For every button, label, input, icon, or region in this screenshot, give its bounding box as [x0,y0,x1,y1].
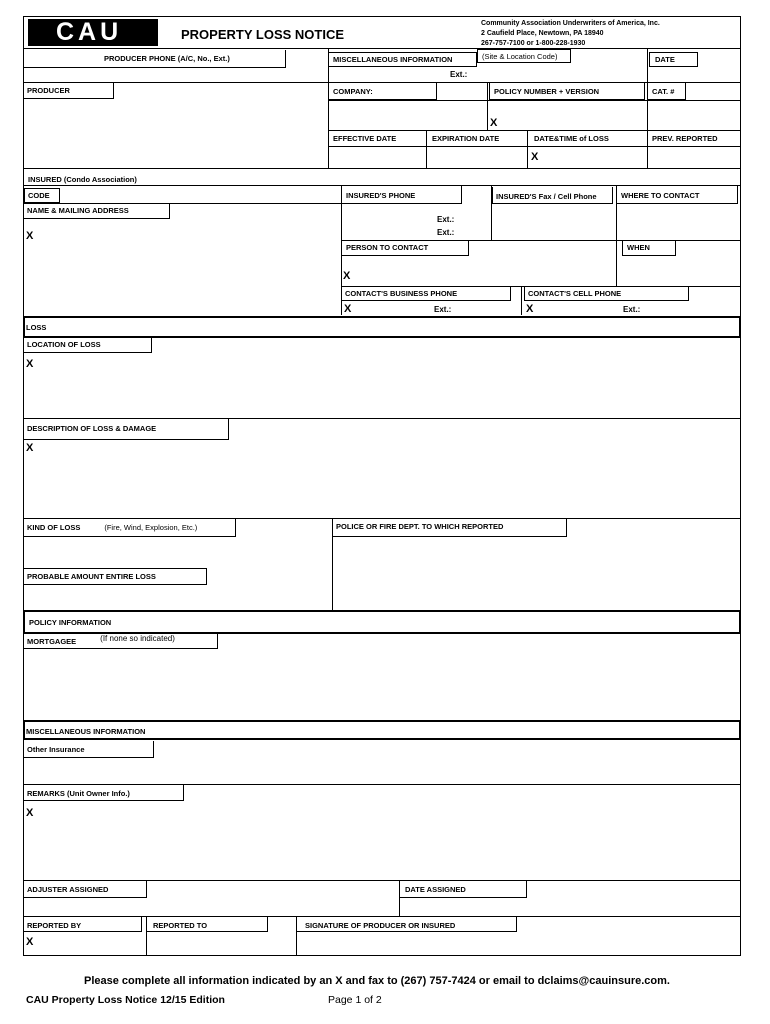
name-address-label: NAME & MAILING ADDRESS [24,204,170,219]
insured-code-label: CODE [24,188,60,203]
insured-section-label: INSURED (Condo Association) [28,175,137,184]
mortgagee-label: MORTGAGEE (If none so indicated) [24,634,218,649]
probable-amount-label: PROBABLE AMOUNT ENTIRE LOSS [24,568,207,585]
policy-x-mark: X [490,117,498,129]
date-time-loss-x-mark: X [531,151,539,163]
remarks-x-mark: X [26,807,34,819]
effective-date-label: EFFECTIVE DATE [330,132,399,146]
company-address: 2 Caufield Place, Newtown, PA 18940 [481,30,604,37]
insureds-fax-label: INSURED'S Fax / Cell Phone [492,187,613,204]
footer-instruction: Please complete all information indicated by an X and fax to (267) 757-7424 or email to dclaims@cauinsure.com. [84,975,670,987]
policy-section-label: POLICY INFORMATION [29,618,112,627]
when-label: WHEN [622,241,676,256]
person-contact-x-mark: X [343,270,351,282]
company-name: Community Association Underwriters of America, Inc. [481,20,660,27]
date-assigned-label: DATE ASSIGNED [400,881,527,898]
insureds-phone-label: INSURED'S PHONE [342,186,462,204]
person-to-contact-label: PERSON TO CONTACT [342,241,469,256]
adjuster-assigned-label: ADJUSTER ASSIGNED [24,881,147,898]
contacts-cell-phone-label: CONTACT'S CELL PHONE [524,287,689,301]
insured-ext-2: Ext.: [437,228,455,237]
footer-page: Page 1 of 2 [328,994,382,1006]
reported-to-label: REPORTED TO [147,917,268,932]
where-to-contact-label: WHERE TO CONTACT [616,186,738,204]
policy-number-label: POLICY NUMBER + VERSION [489,83,645,100]
mortgagee-hint: (If none so indicated) [100,634,175,643]
business-phone-ext: Ext.: [434,305,452,314]
misc-section-label: MISCELLANEOUS INFORMATION [26,727,146,736]
business-phone-x-mark: X [344,303,352,315]
company-label: COMPANY: [329,83,437,100]
cell-phone-x-mark: X [526,303,534,315]
description-loss-label: DESCRIPTION OF LOSS & DAMAGE [24,419,229,440]
kind-of-loss-hint: (Fire, Wind, Explosion, Etc.) [104,523,198,532]
producer-phone-label: PRODUCER PHONE (A/C, No., Ext.) [24,50,286,68]
contacts-business-phone-label: CONTACT'S BUSINESS PHONE [342,287,511,301]
site-location-label: (Site & Location Code) [477,49,571,63]
ext-label: Ext.: [450,70,468,79]
misc-info-label: MISCELLANEOUS INFORMATION [329,52,477,67]
prev-reported-label: PREV. REPORTED [649,132,721,146]
form-title: PROPERTY LOSS NOTICE [181,27,345,42]
kind-of-loss-label: KIND OF LOSS (Fire, Wind, Explosion, Etc.) [24,519,236,537]
other-insurance-label: Other Insurance [24,741,154,758]
loss-section-bar [23,316,741,338]
producer-label: PRODUCER [24,83,114,99]
policy-section-bar [23,610,741,634]
footer-edition: CAU Property Loss Notice 12/15 Edition [26,994,225,1006]
reported-by-x-mark: X [26,936,34,948]
insured-ext-1: Ext.: [437,215,455,224]
location-of-loss-label: LOCATION OF LOSS [24,338,152,353]
remarks-label: REMARKS (Unit Owner Info.) [24,785,184,801]
location-x-mark: X [26,358,34,370]
signature-label: SIGNATURE OF PRODUCER OR INSURED [297,917,517,932]
expiration-date-label: EXPIRATION DATE [429,132,502,146]
company-info [481,19,660,49]
date-time-loss-label: DATE&TIME of LOSS [531,132,612,146]
description-x-mark: X [26,442,34,454]
company-phone: 267-757-7100 or 1-800-228-1930 [481,40,586,47]
logo-text: CAU [56,18,123,46]
reported-by-label: REPORTED BY [24,917,142,932]
form-frame [23,16,741,956]
date-label: DATE [649,52,698,67]
name-address-x-mark: X [26,230,34,242]
police-fire-label: POLICE OR FIRE DEPT. TO WHICH REPORTED [333,519,567,537]
cell-phone-ext: Ext.: [623,305,641,314]
cau-logo [28,19,158,46]
cat-label: CAT. # [648,83,686,100]
loss-section-label: LOSS [26,323,47,332]
